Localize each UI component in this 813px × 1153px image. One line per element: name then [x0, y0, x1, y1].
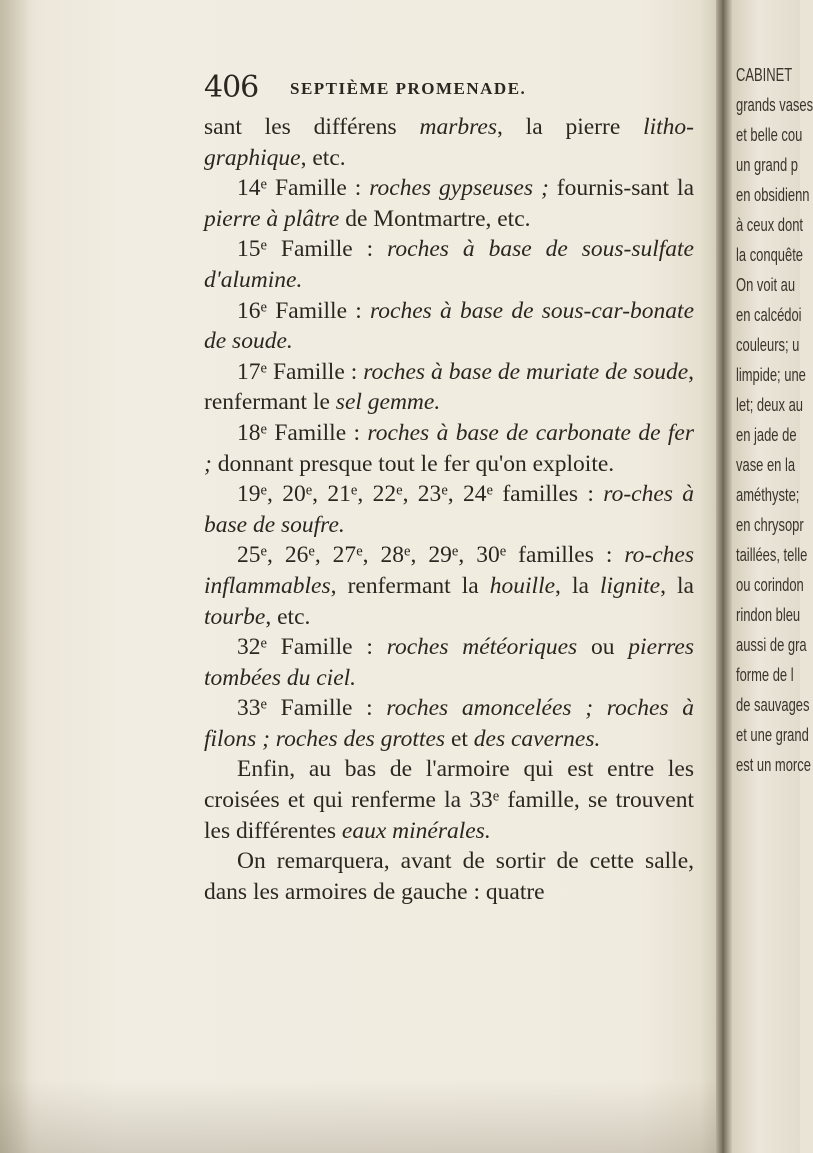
facing-page-line: limpide; une: [736, 365, 806, 385]
paragraph: [204, 540, 694, 632]
italic-text: pierres tombées du ciel.: [204, 634, 695, 691]
page-header: [204, 70, 704, 110]
italic-text: roches à base de muriate de soude: [363, 358, 689, 385]
facing-page-line: la conquête: [736, 245, 804, 265]
superscript: e: [492, 788, 500, 805]
facing-page-line: à ceux dont: [736, 215, 804, 235]
body-text: [204, 112, 694, 907]
italic-text: roches à base de carbonate de fer ;: [204, 419, 695, 477]
text-run: famille, se trouvent les différentes: [204, 787, 694, 844]
text-run: de Montmartre, etc.: [339, 205, 531, 232]
italic-text: lignite: [600, 572, 661, 599]
text-run: Famille :: [266, 175, 370, 202]
paragraph: [204, 234, 694, 295]
text-run: 19: [237, 481, 261, 508]
text-run: Famille :: [266, 695, 387, 722]
facing-page-line: de sauvages: [736, 695, 810, 715]
text-run: , 24: [447, 481, 487, 508]
book-spine: [716, 0, 732, 1153]
text-run: , etc.: [300, 144, 346, 171]
text-run: , 26: [266, 542, 309, 569]
text-run: et: [445, 725, 474, 752]
text-run: , 23: [402, 481, 442, 508]
superscript: e: [260, 696, 267, 713]
italic-text: des cavernes.: [473, 725, 601, 752]
text-run: 14: [237, 175, 261, 202]
text-run: familles :: [492, 481, 604, 508]
superscript: e: [486, 482, 493, 499]
text-run: Famille :: [266, 297, 371, 324]
text-run: , la: [660, 572, 694, 599]
facing-page-line: un grand p: [736, 155, 798, 175]
facing-page-line: est un morce: [736, 755, 811, 775]
superscript: e: [308, 543, 315, 560]
superscript: e: [396, 482, 403, 499]
text-run: , 22: [357, 481, 397, 508]
facing-page-line: en obsidienn: [736, 185, 810, 205]
facing-page-line: en calcédoi: [736, 305, 802, 325]
text-run: 16: [237, 297, 261, 324]
paragraph: [204, 173, 694, 234]
facing-page-line: On voit au: [736, 275, 796, 295]
italic-text: roches à base de sous-sulfate d'alumine.: [204, 236, 694, 293]
facing-page-line: et belle cou: [736, 125, 803, 145]
text-run: , la: [555, 572, 601, 599]
text-run: , renfermant le: [204, 358, 695, 416]
text-run: Famille :: [266, 236, 388, 263]
text-run: , 29: [410, 542, 452, 569]
superscript: e: [260, 421, 267, 438]
italic-text: litho-graphique: [204, 114, 694, 171]
text-run: , 20: [266, 481, 306, 508]
superscript: e: [305, 482, 313, 499]
paragraph: [204, 296, 694, 357]
page-bottom-shadow: [0, 1080, 722, 1153]
text-run: , la pierre: [496, 114, 644, 140]
paragraph: [204, 846, 694, 907]
superscript: e: [260, 482, 267, 499]
text-run: familles :: [506, 542, 625, 569]
running-head: SEPTIÈME PROMENADE.: [290, 79, 527, 98]
text-run: , 28: [362, 542, 405, 569]
facing-page-line: en chrysopr: [736, 515, 804, 535]
superscript: e: [499, 543, 507, 560]
facing-page-line: en jade de: [736, 425, 797, 445]
facing-page-line: CABINET: [736, 65, 793, 85]
text-run: donnant presque tout le fer qu'on exploite.: [211, 450, 615, 477]
text-run: , etc.: [265, 603, 311, 630]
facing-page-line: rindon bleu: [736, 605, 801, 625]
italic-text: sel gemme.: [335, 389, 441, 416]
italic-text: ro-ches inflammables: [204, 542, 695, 599]
text-run: On remarquera, avant de sortir de cette salle, dans les armoires de gauche : quatre: [204, 848, 694, 905]
superscript: e: [260, 299, 267, 316]
superscript: e: [260, 360, 267, 377]
italic-text: roches à base de sous-car-bonate de soude.: [204, 297, 695, 355]
facing-page-text: [736, 60, 813, 780]
paragraph: [204, 632, 694, 693]
superscript: e: [356, 543, 363, 560]
superscript: e: [260, 543, 267, 560]
paragraph: [204, 357, 694, 418]
text-run: sant les différens: [204, 114, 420, 140]
text-run: , 21: [312, 481, 351, 508]
italic-text: pierre à plâtre: [204, 205, 340, 232]
facing-page-line: couleurs; u: [736, 335, 800, 355]
text-run: 17: [237, 358, 261, 385]
text-run: ou: [577, 634, 629, 661]
text-run: 18: [237, 419, 261, 446]
italic-text: roches gypseuses ;: [369, 175, 549, 202]
italic-text: ro-ches à base de soufre.: [204, 481, 695, 538]
text-run: , renfermant la: [330, 572, 490, 599]
text-run: Famille :: [266, 358, 364, 385]
italic-text: houille: [489, 572, 556, 599]
text-run: 32: [237, 634, 261, 661]
superscript: e: [260, 237, 267, 254]
paragraph: [204, 479, 694, 540]
facing-page-line: ou corindon: [736, 575, 804, 595]
superscript: e: [404, 543, 411, 560]
italic-text: roches amoncelées ; roches à filons ; roches des grottes: [204, 695, 694, 752]
italic-text: roches météoriques: [386, 634, 578, 661]
paragraph: [204, 693, 694, 754]
facing-page-line: grands vases: [736, 95, 813, 115]
italic-text: eaux minérales.: [341, 817, 491, 844]
facing-page-line: et une grand: [736, 725, 809, 745]
paragraph: [204, 112, 694, 173]
superscript: e: [260, 635, 267, 652]
superscript: e: [260, 176, 267, 193]
facing-page-line: forme de l: [736, 665, 794, 685]
facing-page-line: let; deux au: [736, 395, 804, 415]
page-number: 406: [204, 70, 259, 105]
text-run: Famille :: [266, 419, 368, 446]
facing-page-line: vase en la: [736, 455, 796, 475]
text-run: Famille :: [266, 634, 387, 661]
text-run: Enfin, au bas de l'armoire qui est entre les croisées et qui renferme la 33: [204, 756, 694, 814]
text-run: , 30: [458, 542, 500, 569]
text-run: 33: [237, 695, 261, 722]
superscript: e: [350, 482, 358, 499]
facing-page-line: aussi de gra: [736, 635, 807, 655]
facing-page-line: taillées, telle: [736, 545, 808, 565]
text-run: , 27: [314, 542, 357, 569]
facing-page-line: améthyste;: [736, 485, 800, 505]
superscript: e: [451, 543, 459, 560]
text-run: 15: [237, 236, 261, 263]
italic-text: marbres: [419, 114, 497, 140]
italic-text: tourbe: [204, 603, 266, 630]
text-run: fournis-sant la: [548, 175, 694, 202]
superscript: e: [441, 482, 448, 499]
paragraph: [204, 418, 694, 479]
paragraph: [204, 754, 694, 846]
page-stain: [0, 0, 30, 1153]
text-run: 25: [237, 542, 261, 569]
